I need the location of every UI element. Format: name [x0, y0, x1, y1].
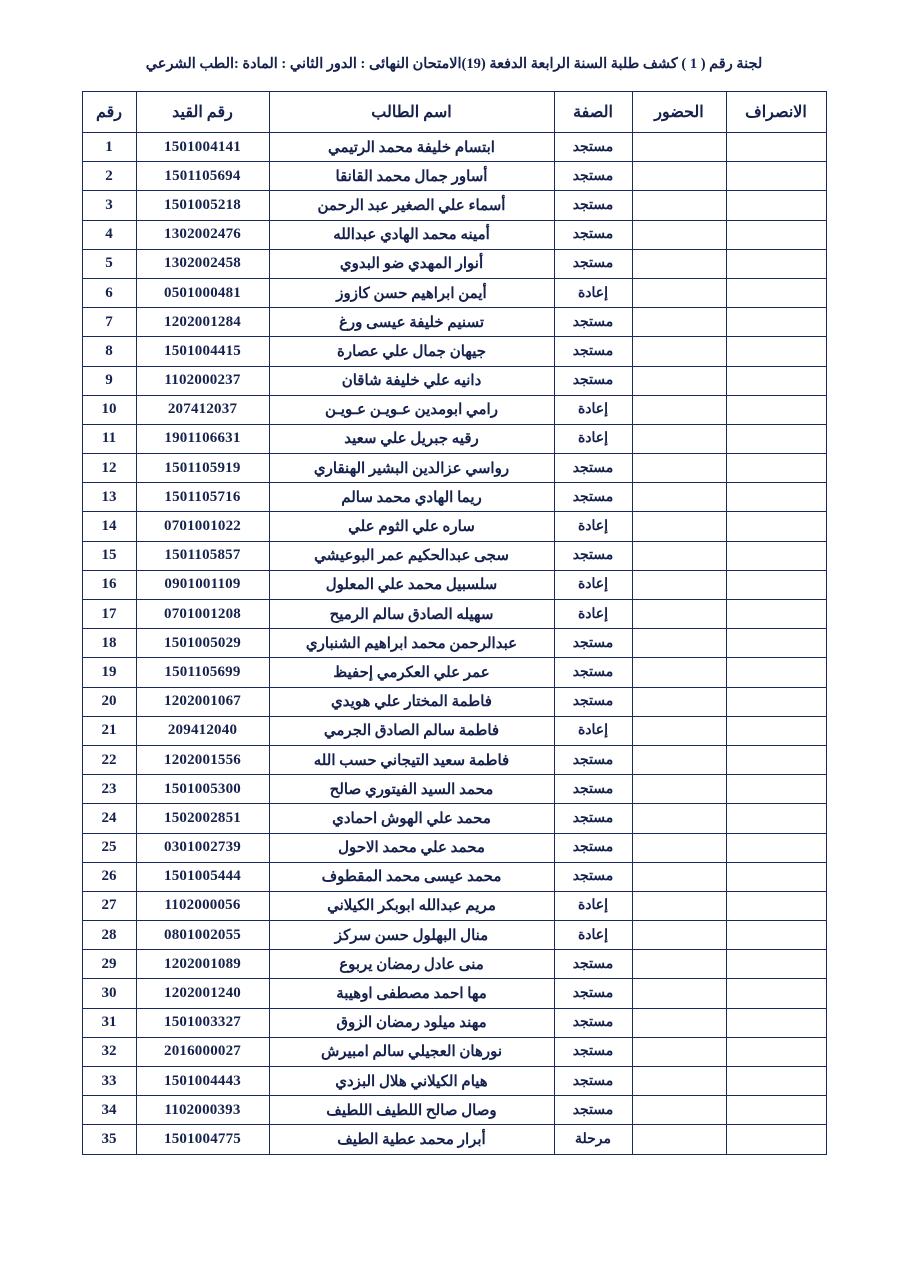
cell-registration: 1501004141: [136, 133, 269, 162]
table-row: [82, 191, 826, 220]
cell-row-number: 26: [82, 862, 136, 891]
cell-row-number: 1: [82, 133, 136, 162]
cell-row-number: 14: [82, 512, 136, 541]
cell-attendance[interactable]: [632, 512, 726, 541]
cell-departure[interactable]: [726, 775, 826, 804]
cell-status: مستجد: [554, 133, 632, 162]
cell-row-number: 6: [82, 278, 136, 307]
cell-attendance[interactable]: [632, 745, 726, 774]
cell-student-name: نورهان العجيلي سالم امبيرش: [269, 1037, 554, 1066]
cell-student-name: عمر علي العكرمي إحفيظ: [269, 658, 554, 687]
cell-row-number: 8: [82, 337, 136, 366]
cell-status: مستجد: [554, 308, 632, 337]
cell-row-number: 30: [82, 979, 136, 1008]
cell-registration: 0701001208: [136, 600, 269, 629]
cell-departure[interactable]: [726, 249, 826, 278]
cell-registration: 0901001109: [136, 570, 269, 599]
table-row: [82, 979, 826, 1008]
cell-departure[interactable]: [726, 1037, 826, 1066]
cell-status: إعادة: [554, 600, 632, 629]
cell-registration: 1102000056: [136, 891, 269, 920]
cell-departure[interactable]: [726, 1096, 826, 1125]
cell-registration: 1102000393: [136, 1096, 269, 1125]
cell-row-number: 20: [82, 687, 136, 716]
cell-registration: 1501005218: [136, 191, 269, 220]
table-row: [82, 921, 826, 950]
cell-departure[interactable]: [726, 600, 826, 629]
cell-attendance[interactable]: [632, 658, 726, 687]
table-header-row: [82, 92, 826, 133]
cell-student-name: فاطمة المختار علي هويدي: [269, 687, 554, 716]
cell-row-number: 11: [82, 424, 136, 453]
cell-student-name: وصال صالح اللطيف اللطيف: [269, 1096, 554, 1125]
cell-status: مستجد: [554, 541, 632, 570]
cell-row-number: 28: [82, 921, 136, 950]
cell-status: مستجد: [554, 454, 632, 483]
cell-attendance[interactable]: [632, 1067, 726, 1096]
cell-status: إعادة: [554, 570, 632, 599]
cell-attendance[interactable]: [632, 337, 726, 366]
cell-attendance[interactable]: [632, 133, 726, 162]
table-row: [82, 775, 826, 804]
cell-status: مستجد: [554, 950, 632, 979]
cell-status: مرحلة: [554, 1125, 632, 1154]
cell-registration: 1901106631: [136, 424, 269, 453]
cell-status: مستجد: [554, 366, 632, 395]
cell-departure[interactable]: [726, 512, 826, 541]
cell-student-name: رامي ابومدين عـويـن عـويـن: [269, 395, 554, 424]
cell-row-number: 16: [82, 570, 136, 599]
cell-departure[interactable]: [726, 745, 826, 774]
cell-attendance[interactable]: [632, 570, 726, 599]
table-row: [82, 862, 826, 891]
cell-status: إعادة: [554, 424, 632, 453]
cell-student-name: محمد عيسى محمد المقطوف: [269, 862, 554, 891]
column-header-status: الصفة: [554, 92, 632, 133]
table-row: [82, 600, 826, 629]
cell-row-number: 19: [82, 658, 136, 687]
cell-student-name: أسماء علي الصغير عبد الرحمن: [269, 191, 554, 220]
cell-student-name: محمد علي الهوش احمادي: [269, 804, 554, 833]
table-row: [82, 658, 826, 687]
table-row: [82, 424, 826, 453]
cell-status: إعادة: [554, 278, 632, 307]
page-title: لجنة رقم ( 1 ) كشف طلبة السنة الرابعة الدفعة (19)الامتحان النهائى : الدور الثاني : المادة :الطب الشرعي: [145, 56, 763, 72]
cell-departure[interactable]: [726, 950, 826, 979]
table-row: [82, 1125, 826, 1154]
cell-departure[interactable]: [726, 220, 826, 249]
cell-row-number: 18: [82, 629, 136, 658]
cell-status: مستجد: [554, 658, 632, 687]
cell-departure[interactable]: [726, 979, 826, 1008]
column-header-registration: رقم القيد: [136, 92, 269, 133]
cell-registration: 209412040: [136, 716, 269, 745]
page-footer-space: [62, 1155, 846, 1215]
cell-departure[interactable]: [726, 658, 826, 687]
cell-student-name: محمد علي محمد الاحول: [269, 833, 554, 862]
cell-registration: 1501004415: [136, 337, 269, 366]
column-header-name: اسم الطالب: [269, 92, 554, 133]
cell-row-number: 33: [82, 1067, 136, 1096]
cell-student-name: منال البهلول حسن سركز: [269, 921, 554, 950]
cell-attendance[interactable]: [632, 921, 726, 950]
cell-student-name: فاطمة سالم الصادق الجرمي: [269, 716, 554, 745]
cell-student-name: تسنيم خليفة عيسى ورغ: [269, 308, 554, 337]
cell-row-number: 35: [82, 1125, 136, 1154]
column-header-departure: الانصراف: [726, 92, 826, 133]
cell-status: إعادة: [554, 395, 632, 424]
cell-registration: 0501000481: [136, 278, 269, 307]
table-row: [82, 1096, 826, 1125]
cell-departure[interactable]: [726, 424, 826, 453]
cell-registration: 1202001240: [136, 979, 269, 1008]
cell-registration: 1501003327: [136, 1008, 269, 1037]
cell-status: مستجد: [554, 162, 632, 191]
table-row: [82, 950, 826, 979]
cell-attendance[interactable]: [632, 366, 726, 395]
cell-departure[interactable]: [726, 687, 826, 716]
cell-student-name: أنوار المهدي ضو البدوي: [269, 249, 554, 278]
cell-departure[interactable]: [726, 716, 826, 745]
table-row: [82, 541, 826, 570]
table-row: [82, 629, 826, 658]
student-roster-table: [82, 91, 827, 1155]
cell-registration: 1202001556: [136, 745, 269, 774]
cell-student-name: رقيه جبريل علي سعيد: [269, 424, 554, 453]
cell-departure[interactable]: [726, 395, 826, 424]
cell-student-name: دانيه علي خليفة شاقان: [269, 366, 554, 395]
cell-registration: 0801002055: [136, 921, 269, 950]
cell-row-number: 12: [82, 454, 136, 483]
cell-attendance[interactable]: [632, 1037, 726, 1066]
table-header: [82, 92, 826, 133]
cell-status: مستجد: [554, 629, 632, 658]
cell-student-name: سجى عبدالحكيم عمر البوعيشي: [269, 541, 554, 570]
cell-attendance[interactable]: [632, 600, 726, 629]
table-row: [82, 804, 826, 833]
cell-status: مستجد: [554, 1096, 632, 1125]
cell-attendance[interactable]: [632, 454, 726, 483]
cell-attendance[interactable]: [632, 687, 726, 716]
cell-student-name: مهند ميلود رمضان الزوق: [269, 1008, 554, 1037]
table-row: [82, 249, 826, 278]
cell-student-name: مريم عبدالله ابوبكر الكيلاني: [269, 891, 554, 920]
cell-status: مستجد: [554, 979, 632, 1008]
table-row: [82, 1037, 826, 1066]
cell-status: مستجد: [554, 804, 632, 833]
cell-attendance[interactable]: [632, 775, 726, 804]
table-row: [82, 833, 826, 862]
cell-registration: 1501105716: [136, 483, 269, 512]
cell-departure[interactable]: [726, 1008, 826, 1037]
cell-departure[interactable]: [726, 1067, 826, 1096]
table-row: [82, 891, 826, 920]
cell-student-name: منى عادل رمضان يربوع: [269, 950, 554, 979]
cell-status: مستجد: [554, 191, 632, 220]
cell-status: إعادة: [554, 891, 632, 920]
cell-registration: 1501005029: [136, 629, 269, 658]
cell-registration: 1502002851: [136, 804, 269, 833]
cell-row-number: 24: [82, 804, 136, 833]
cell-registration: 1302002458: [136, 249, 269, 278]
cell-status: إعادة: [554, 921, 632, 950]
cell-departure[interactable]: [726, 891, 826, 920]
cell-attendance[interactable]: [632, 1125, 726, 1154]
cell-registration: 1501004443: [136, 1067, 269, 1096]
table-row: [82, 1008, 826, 1037]
cell-row-number: 13: [82, 483, 136, 512]
cell-row-number: 4: [82, 220, 136, 249]
cell-row-number: 27: [82, 891, 136, 920]
cell-attendance[interactable]: [632, 950, 726, 979]
cell-row-number: 17: [82, 600, 136, 629]
cell-departure[interactable]: [726, 921, 826, 950]
cell-attendance[interactable]: [632, 483, 726, 512]
cell-row-number: 15: [82, 541, 136, 570]
cell-registration: 1501105919: [136, 454, 269, 483]
cell-status: مستجد: [554, 775, 632, 804]
cell-student-name: عبدالرحمن محمد ابراهيم الشنباري: [269, 629, 554, 658]
table-row: [82, 454, 826, 483]
cell-departure[interactable]: [726, 133, 826, 162]
table-row: [82, 687, 826, 716]
table-row: [82, 162, 826, 191]
cell-departure[interactable]: [726, 337, 826, 366]
cell-status: مستجد: [554, 833, 632, 862]
cell-departure[interactable]: [726, 541, 826, 570]
cell-registration: 1501105699: [136, 658, 269, 687]
cell-status: مستجد: [554, 220, 632, 249]
cell-row-number: 22: [82, 745, 136, 774]
cell-departure[interactable]: [726, 278, 826, 307]
cell-student-name: أساور جمال محمد القانقا: [269, 162, 554, 191]
cell-status: مستجد: [554, 1067, 632, 1096]
cell-student-name: ابتسام خليفة محمد الرتيمي: [269, 133, 554, 162]
cell-status: مستجد: [554, 337, 632, 366]
table-row: [82, 745, 826, 774]
cell-row-number: 7: [82, 308, 136, 337]
cell-student-name: أمينه محمد الهادي عبدالله: [269, 220, 554, 249]
cell-status: مستجد: [554, 687, 632, 716]
cell-departure[interactable]: [726, 570, 826, 599]
table-row: [82, 1067, 826, 1096]
cell-attendance[interactable]: [632, 979, 726, 1008]
cell-status: مستجد: [554, 745, 632, 774]
cell-attendance[interactable]: [632, 162, 726, 191]
cell-registration: 0701001022: [136, 512, 269, 541]
cell-attendance[interactable]: [632, 804, 726, 833]
cell-status: مستجد: [554, 1037, 632, 1066]
cell-registration: 1202001284: [136, 308, 269, 337]
cell-status: إعادة: [554, 716, 632, 745]
cell-departure[interactable]: [726, 833, 826, 862]
cell-row-number: 10: [82, 395, 136, 424]
cell-row-number: 5: [82, 249, 136, 278]
cell-attendance[interactable]: [632, 424, 726, 453]
cell-row-number: 29: [82, 950, 136, 979]
cell-registration: 1501005444: [136, 862, 269, 891]
cell-attendance[interactable]: [632, 1096, 726, 1125]
cell-registration: 1501004775: [136, 1125, 269, 1154]
cell-attendance[interactable]: [632, 891, 726, 920]
cell-attendance[interactable]: [632, 220, 726, 249]
cell-status: إعادة: [554, 512, 632, 541]
cell-row-number: 25: [82, 833, 136, 862]
cell-departure[interactable]: [726, 454, 826, 483]
cell-registration: 207412037: [136, 395, 269, 424]
column-header-attendance: الحضور: [632, 92, 726, 133]
cell-attendance[interactable]: [632, 278, 726, 307]
cell-departure[interactable]: [726, 366, 826, 395]
cell-status: مستجد: [554, 483, 632, 512]
table-row: [82, 395, 826, 424]
cell-student-name: أيمن ابراهيم حسن كازوز: [269, 278, 554, 307]
cell-departure[interactable]: [726, 804, 826, 833]
cell-attendance[interactable]: [632, 1008, 726, 1037]
cell-attendance[interactable]: [632, 716, 726, 745]
cell-registration: 1202001089: [136, 950, 269, 979]
cell-student-name: هيام الكيلاني هلال البزدي: [269, 1067, 554, 1096]
cell-student-name: فاطمة سعيد التيجاني حسب الله: [269, 745, 554, 774]
cell-student-name: أبرار محمد عطية الطيف: [269, 1125, 554, 1154]
cell-attendance[interactable]: [632, 862, 726, 891]
cell-registration: 2016000027: [136, 1037, 269, 1066]
cell-row-number: 31: [82, 1008, 136, 1037]
cell-registration: 1501005300: [136, 775, 269, 804]
cell-departure[interactable]: [726, 191, 826, 220]
cell-student-name: سلسبيل محمد علي المعلول: [269, 570, 554, 599]
cell-registration: 1202001067: [136, 687, 269, 716]
cell-attendance[interactable]: [632, 541, 726, 570]
cell-registration: 0301002739: [136, 833, 269, 862]
table-row: [82, 512, 826, 541]
table-row: [82, 716, 826, 745]
table-row: [82, 570, 826, 599]
table-row: [82, 278, 826, 307]
cell-row-number: 9: [82, 366, 136, 395]
cell-attendance[interactable]: [632, 833, 726, 862]
cell-student-name: مها احمد مصطفى اوهيبة: [269, 979, 554, 1008]
cell-departure[interactable]: [726, 308, 826, 337]
table-row: [82, 308, 826, 337]
table-body: [82, 133, 826, 1155]
cell-student-name: محمد السيد الفيتوري صالح: [269, 775, 554, 804]
cell-registration: 1501105694: [136, 162, 269, 191]
cell-departure[interactable]: [726, 629, 826, 658]
cell-departure[interactable]: [726, 1125, 826, 1154]
cell-student-name: جيهان جمال علي عصارة: [269, 337, 554, 366]
cell-status: مستجد: [554, 1008, 632, 1037]
cell-departure[interactable]: [726, 862, 826, 891]
cell-student-name: ساره علي الثوم علي: [269, 512, 554, 541]
table-row: [82, 337, 826, 366]
cell-attendance[interactable]: [632, 395, 726, 424]
cell-attendance[interactable]: [632, 249, 726, 278]
cell-status: مستجد: [554, 249, 632, 278]
table-row: [82, 133, 826, 162]
cell-attendance[interactable]: [632, 629, 726, 658]
cell-status: مستجد: [554, 862, 632, 891]
cell-attendance[interactable]: [632, 308, 726, 337]
column-header-num: رقم: [82, 92, 136, 133]
cell-row-number: 2: [82, 162, 136, 191]
table-row: [82, 483, 826, 512]
cell-student-name: ريما الهادي محمد سالم: [269, 483, 554, 512]
cell-row-number: 23: [82, 775, 136, 804]
cell-student-name: سهيله الصادق سالم الرميح: [269, 600, 554, 629]
table-row: [82, 366, 826, 395]
table-row: [82, 220, 826, 249]
cell-attendance[interactable]: [632, 191, 726, 220]
cell-registration: 1501105857: [136, 541, 269, 570]
cell-row-number: 32: [82, 1037, 136, 1066]
cell-departure[interactable]: [726, 162, 826, 191]
cell-row-number: 21: [82, 716, 136, 745]
cell-departure[interactable]: [726, 483, 826, 512]
cell-registration: 1102000237: [136, 366, 269, 395]
cell-registration: 1302002476: [136, 220, 269, 249]
cell-row-number: 34: [82, 1096, 136, 1125]
cell-row-number: 3: [82, 191, 136, 220]
cell-student-name: رواسي عزالدين البشير الهنقاري: [269, 454, 554, 483]
